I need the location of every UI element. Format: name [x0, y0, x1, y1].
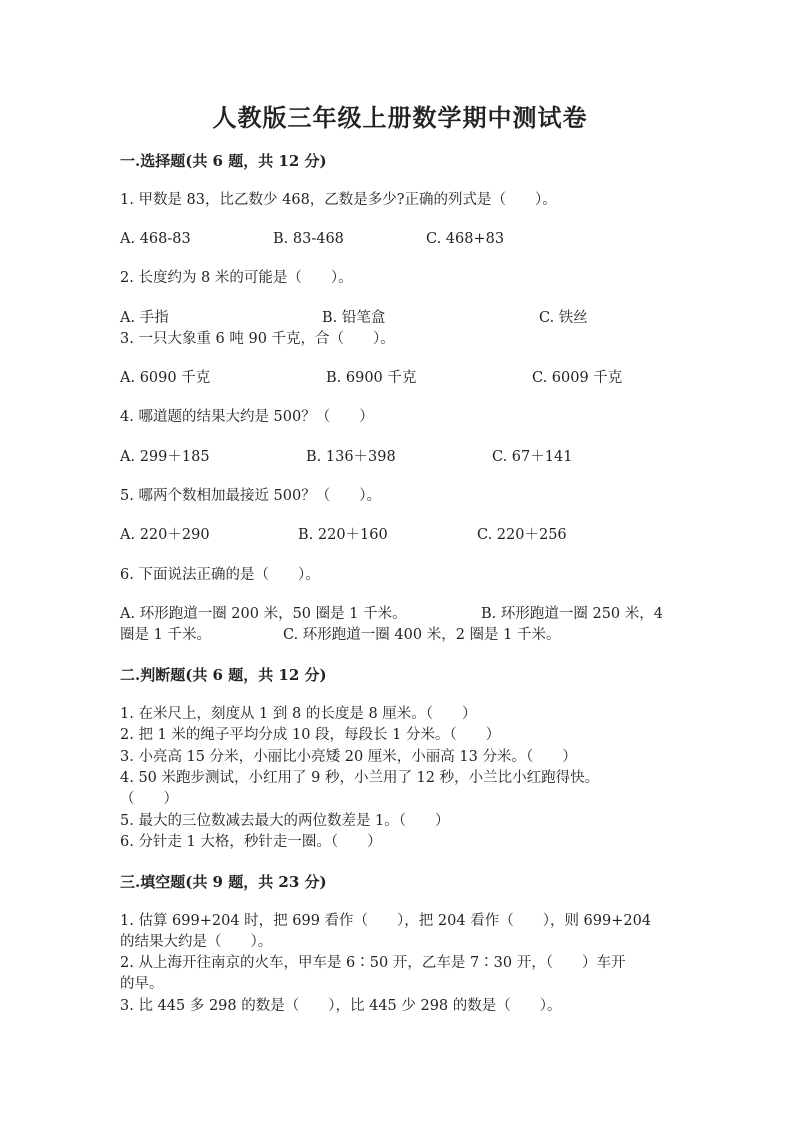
option-b: B. 136＋398 — [306, 449, 396, 465]
list-item: 5. 最大的三位数减去最大的两位数差是 1。（ ） — [120, 813, 450, 829]
list-item: 1. 在米尺上，刻度从 1 到 8 的长度是 8 厘米。（ ） — [120, 706, 477, 722]
question-stem: 5. 哪两个数相加最接近 500？（ ）。 — [120, 488, 381, 504]
question-stem: 3. 一只大象重 6 吨 90 千克，合（ ）。 — [120, 331, 395, 347]
option-c: C. 468+83 — [426, 231, 505, 247]
option-b-continued: 圈是 1 千米。 — [120, 627, 211, 643]
question-stem: 1. 甲数是 83，比乙数少 468，乙数是多少?正确的列式是（ ）。 — [120, 192, 557, 208]
option-c: C. 220＋256 — [477, 527, 567, 543]
section-heading-fill-blank: 三.填空题(共 9 题，共 23 分) — [120, 873, 327, 891]
question-stem: 4. 哪道题的结果大约是 500？（ ） — [120, 409, 374, 425]
option-c: C. 6009 千克 — [532, 370, 623, 386]
option-c: C. 铁丝 — [539, 310, 588, 326]
option-b: B. 铅笔盒 — [322, 310, 386, 326]
option-a: A. 468-83 — [120, 231, 191, 247]
section-heading-choice: 一.选择题(共 6 题，共 12 分) — [120, 152, 327, 170]
question-stem: 6. 下面说法正确的是（ ）。 — [120, 567, 320, 583]
list-item: 1. 估算 699+204 时，把 699 看作（ ），把 204 看作（ ），则 699+204 — [120, 913, 652, 929]
page-title: 人教版三年级上册数学期中测试卷 — [212, 103, 588, 132]
option-a: A. 环形跑道一圈 200 米，50 圈是 1 千米。 — [120, 606, 407, 622]
option-a: A. 6090 千克 — [120, 370, 211, 386]
list-item: 的结果大约是（ ）。 — [120, 934, 273, 950]
option-a: A. 299＋185 — [120, 449, 210, 465]
section-heading-judgment: 二.判断题(共 6 题，共 12 分) — [120, 666, 327, 684]
option-c: C. 67＋141 — [492, 449, 573, 465]
list-item: 3. 小亮高 15 分米，小丽比小亮矮 20 厘米，小丽高 13 分米。（ ） — [120, 749, 577, 765]
option-a: A. 220＋290 — [120, 527, 210, 543]
option-a: A. 手指 — [120, 310, 169, 326]
list-item: 2. 把 1 米的绳子平均分成 10 段，每段长 1 分米。（ ） — [120, 727, 501, 743]
option-b: B. 6900 千克 — [326, 370, 417, 386]
list-item: 4. 50 米跑步测试，小红用了 9 秒，小兰用了 12 秒，小兰比小红跑得快。 — [120, 770, 600, 786]
list-item: 3. 比 445 多 298 的数是（ ），比 445 少 298 的数是（ ）。 — [120, 998, 562, 1014]
list-item: （ ） — [120, 791, 178, 807]
option-b: B. 83-468 — [273, 231, 344, 247]
question-stem: 2. 长度约为 8 米的可能是（ ）。 — [120, 270, 353, 286]
option-b: B. 220＋160 — [298, 527, 388, 543]
option-b: B. 环形跑道一圈 250 米，4 — [481, 606, 663, 622]
list-item: 6. 分针走 1 大格，秒针走一圈。（ ） — [120, 834, 382, 850]
list-item: 的早。 — [120, 976, 164, 992]
option-c: C. 环形跑道一圈 400 米，2 圈是 1 千米。 — [283, 627, 561, 643]
list-item: 2. 从上海开往南京的火车，甲车是 6∶50 开，乙车是 7∶30 开，（ ）车开 — [120, 955, 626, 971]
